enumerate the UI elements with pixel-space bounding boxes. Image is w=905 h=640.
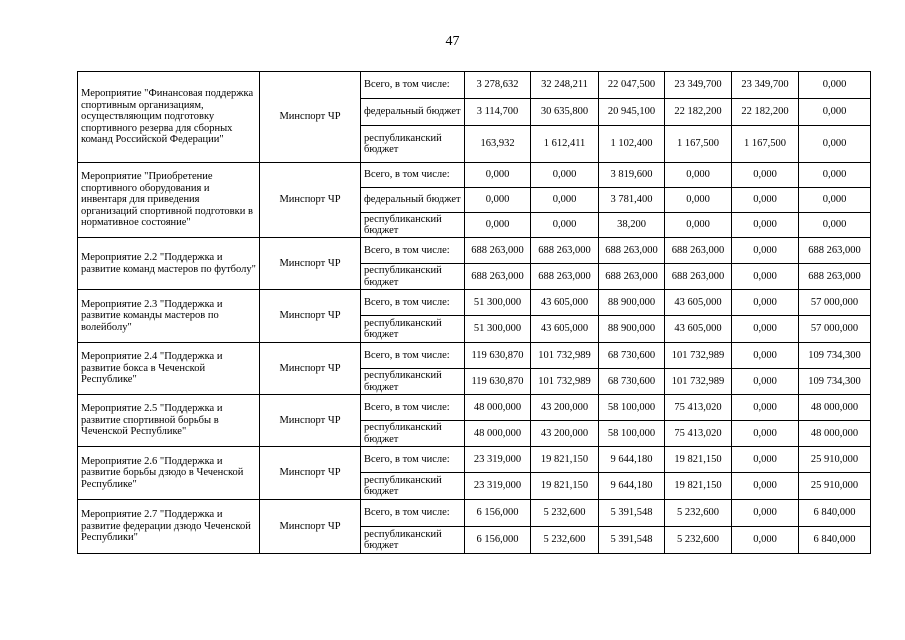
funding-source: республиканский бюджет	[361, 369, 465, 395]
amount-cell: 68 730,600	[599, 343, 665, 369]
amount-cell: 0,000	[531, 213, 599, 238]
amount-cell: 0,000	[732, 264, 799, 290]
funding-source: Всего, в том числе:	[361, 163, 465, 188]
amount-cell: 3 781,400	[599, 188, 665, 213]
measure-name: Мероприятие 2.6 "Поддержка и развитие борьбы дзюдо в Чеченской Республике"	[78, 447, 260, 500]
funding-source: республиканский бюджет	[361, 316, 465, 343]
amount-cell: 48 000,000	[799, 395, 871, 421]
amount-cell: 0,000	[531, 188, 599, 213]
funding-source: Всего, в том числе:	[361, 238, 465, 264]
amount-cell: 0,000	[732, 343, 799, 369]
measure-name: Мероприятие "Финансовая поддержка спортивным организациям, осуществляющим подготовку спортивного резерва для сборных команд Российской Федерации"	[78, 72, 260, 163]
executor: Минспорт ЧР	[260, 395, 361, 447]
executor: Минспорт ЧР	[260, 447, 361, 500]
table-body	[78, 72, 871, 554]
amount-cell: 43 605,000	[665, 290, 732, 316]
amount-cell: 0,000	[732, 316, 799, 343]
executor: Минспорт ЧР	[260, 290, 361, 343]
amount-cell: 9 644,180	[599, 473, 665, 500]
executor: Минспорт ЧР	[260, 343, 361, 395]
amount-cell: 0,000	[732, 473, 799, 500]
amount-cell: 6 156,000	[465, 527, 531, 554]
amount-cell: 688 263,000	[465, 264, 531, 290]
amount-cell: 688 263,000	[799, 238, 871, 264]
amount-cell: 1 612,411	[531, 126, 599, 163]
budget-table	[77, 71, 871, 554]
amount-cell: 0,000	[465, 163, 531, 188]
table-row	[78, 343, 871, 369]
funding-source: республиканский бюджет	[361, 421, 465, 447]
funding-source: республиканский бюджет	[361, 527, 465, 554]
amount-cell: 43 605,000	[531, 290, 599, 316]
amount-cell: 0,000	[665, 163, 732, 188]
amount-cell: 0,000	[732, 500, 799, 527]
amount-cell: 51 300,000	[465, 290, 531, 316]
amount-cell: 0,000	[732, 188, 799, 213]
amount-cell: 88 900,000	[599, 316, 665, 343]
amount-cell: 1 167,500	[732, 126, 799, 163]
amount-cell: 51 300,000	[465, 316, 531, 343]
amount-cell: 1 167,500	[665, 126, 732, 163]
amount-cell: 5 232,600	[531, 527, 599, 554]
amount-cell: 109 734,300	[799, 369, 871, 395]
table-row	[78, 395, 871, 421]
funding-source: республиканский бюджет	[361, 264, 465, 290]
amount-cell: 688 263,000	[599, 264, 665, 290]
amount-cell: 3 278,632	[465, 72, 531, 99]
measure-name: Мероприятие 2.2 "Поддержка и развитие команд мастеров по футболу"	[78, 238, 260, 290]
amount-cell: 25 910,000	[799, 473, 871, 500]
amount-cell: 1 102,400	[599, 126, 665, 163]
amount-cell: 101 732,989	[531, 369, 599, 395]
amount-cell: 3 819,600	[599, 163, 665, 188]
amount-cell: 6 156,000	[465, 500, 531, 527]
amount-cell: 688 263,000	[665, 264, 732, 290]
amount-cell: 19 821,150	[531, 447, 599, 473]
amount-cell: 9 644,180	[599, 447, 665, 473]
amount-cell: 68 730,600	[599, 369, 665, 395]
amount-cell: 0,000	[531, 163, 599, 188]
amount-cell: 5 232,600	[665, 500, 732, 527]
amount-cell: 48 000,000	[799, 421, 871, 447]
amount-cell: 0,000	[799, 99, 871, 126]
amount-cell: 57 000,000	[799, 316, 871, 343]
amount-cell: 101 732,989	[665, 343, 732, 369]
amount-cell: 688 263,000	[665, 238, 732, 264]
funding-source: федеральный бюджет	[361, 99, 465, 126]
amount-cell: 43 605,000	[665, 316, 732, 343]
amount-cell: 32 248,211	[531, 72, 599, 99]
measure-name: Мероприятие 2.3 "Поддержка и развитие команды мастеров по волейболу"	[78, 290, 260, 343]
amount-cell: 688 263,000	[465, 238, 531, 264]
amount-cell: 688 263,000	[531, 264, 599, 290]
amount-cell: 43 605,000	[531, 316, 599, 343]
table-row	[78, 238, 871, 264]
amount-cell: 20 945,100	[599, 99, 665, 126]
table-row	[78, 163, 871, 188]
amount-cell: 43 200,000	[531, 395, 599, 421]
amount-cell: 23 349,700	[732, 72, 799, 99]
amount-cell: 0,000	[799, 72, 871, 99]
amount-cell: 101 732,989	[665, 369, 732, 395]
amount-cell: 0,000	[665, 188, 732, 213]
table-row	[78, 72, 871, 99]
amount-cell: 58 100,000	[599, 395, 665, 421]
amount-cell: 0,000	[799, 213, 871, 238]
amount-cell: 48 000,000	[465, 421, 531, 447]
funding-source: Всего, в том числе:	[361, 343, 465, 369]
amount-cell: 0,000	[465, 213, 531, 238]
funding-source: республиканский бюджет	[361, 126, 465, 163]
page-number: 47	[445, 34, 460, 49]
amount-cell: 6 840,000	[799, 527, 871, 554]
amount-cell: 25 910,000	[799, 447, 871, 473]
amount-cell: 0,000	[665, 213, 732, 238]
amount-cell: 3 114,700	[465, 99, 531, 126]
amount-cell: 19 821,150	[665, 473, 732, 500]
amount-cell: 38,200	[599, 213, 665, 238]
amount-cell: 0,000	[732, 527, 799, 554]
funding-source: республиканский бюджет	[361, 213, 465, 238]
amount-cell: 75 413,020	[665, 395, 732, 421]
amount-cell: 0,000	[799, 126, 871, 163]
amount-cell: 57 000,000	[799, 290, 871, 316]
amount-cell: 23 319,000	[465, 447, 531, 473]
executor: Минспорт ЧР	[260, 163, 361, 238]
executor: Минспорт ЧР	[260, 238, 361, 290]
table-row	[78, 290, 871, 316]
amount-cell: 109 734,300	[799, 343, 871, 369]
funding-source: Всего, в том числе:	[361, 447, 465, 473]
funding-source: республиканский бюджет	[361, 473, 465, 500]
amount-cell: 688 263,000	[531, 238, 599, 264]
amount-cell: 119 630,870	[465, 343, 531, 369]
amount-cell: 5 232,600	[531, 500, 599, 527]
funding-source: Всего, в том числе:	[361, 290, 465, 316]
amount-cell: 75 413,020	[665, 421, 732, 447]
amount-cell: 6 840,000	[799, 500, 871, 527]
amount-cell: 0,000	[732, 447, 799, 473]
amount-cell: 88 900,000	[599, 290, 665, 316]
funding-source: Всего, в том числе:	[361, 395, 465, 421]
amount-cell: 0,000	[732, 238, 799, 264]
amount-cell: 0,000	[799, 188, 871, 213]
amount-cell: 163,932	[465, 126, 531, 163]
amount-cell: 19 821,150	[665, 447, 732, 473]
amount-cell: 5 391,548	[599, 500, 665, 527]
amount-cell: 48 000,000	[465, 395, 531, 421]
amount-cell: 0,000	[732, 213, 799, 238]
amount-cell: 0,000	[732, 395, 799, 421]
amount-cell: 0,000	[799, 163, 871, 188]
funding-source: федеральный бюджет	[361, 188, 465, 213]
measure-name: Мероприятие 2.4 "Поддержка и развитие бокса в Чеченской Республике"	[78, 343, 260, 395]
amount-cell: 0,000	[732, 290, 799, 316]
amount-cell: 22 182,200	[732, 99, 799, 126]
amount-cell: 688 263,000	[799, 264, 871, 290]
funding-source: Всего, в том числе:	[361, 500, 465, 527]
executor: Минспорт ЧР	[260, 500, 361, 554]
amount-cell: 22 047,500	[599, 72, 665, 99]
amount-cell: 119 630,870	[465, 369, 531, 395]
executor: Минспорт ЧР	[260, 72, 361, 163]
amount-cell: 43 200,000	[531, 421, 599, 447]
amount-cell: 19 821,150	[531, 473, 599, 500]
table-row	[78, 500, 871, 527]
amount-cell: 23 349,700	[665, 72, 732, 99]
amount-cell: 0,000	[732, 421, 799, 447]
amount-cell: 0,000	[732, 369, 799, 395]
amount-cell: 30 635,800	[531, 99, 599, 126]
table-row	[78, 447, 871, 473]
amount-cell: 23 319,000	[465, 473, 531, 500]
amount-cell: 5 232,600	[665, 527, 732, 554]
amount-cell: 0,000	[465, 188, 531, 213]
measure-name: Мероприятие "Приобретение спортивного оборудования и инвентаря для приведения организаций спортивной подготовки в нормативное состояние"	[78, 163, 260, 238]
amount-cell: 688 263,000	[599, 238, 665, 264]
amount-cell: 58 100,000	[599, 421, 665, 447]
amount-cell: 101 732,989	[531, 343, 599, 369]
measure-name: Мероприятие 2.7 "Поддержка и развитие федерации дзюдо Чеченской Республики"	[78, 500, 260, 554]
amount-cell: 5 391,548	[599, 527, 665, 554]
measure-name: Мероприятие 2.5 "Поддержка и развитие спортивной борьбы в Чеченской Республике"	[78, 395, 260, 447]
funding-source: Всего, в том числе:	[361, 72, 465, 99]
amount-cell: 0,000	[732, 163, 799, 188]
amount-cell: 22 182,200	[665, 99, 732, 126]
